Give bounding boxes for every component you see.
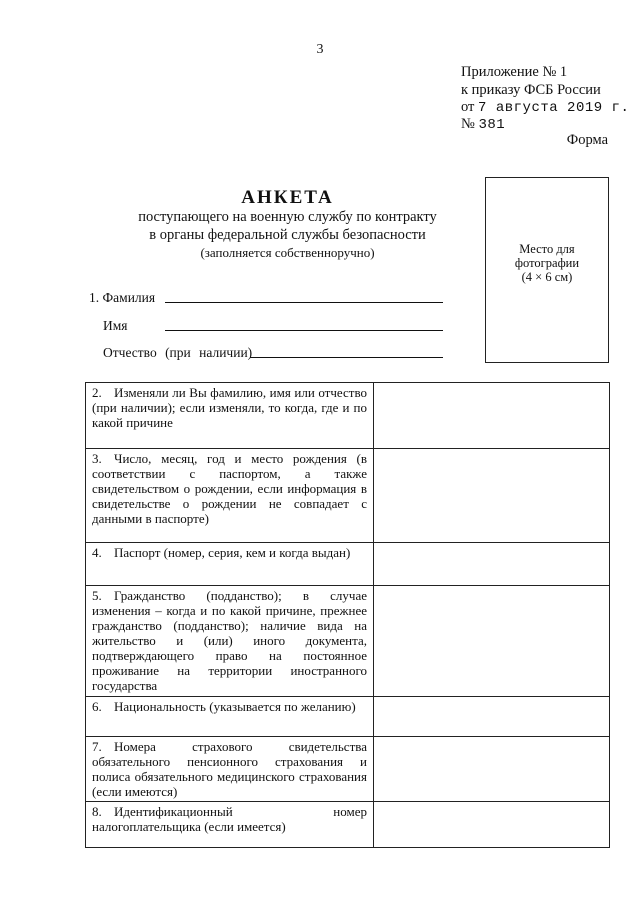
table-row	[86, 697, 610, 737]
number-value: 381	[478, 117, 506, 133]
answer-cell[interactable]	[374, 449, 610, 543]
name-label: Имя	[103, 318, 128, 333]
table-row	[86, 383, 610, 449]
form-label: Форма	[566, 132, 608, 148]
answer-cell[interactable]	[374, 737, 610, 802]
surname-field[interactable]	[165, 301, 443, 303]
question-cell: 7. Номера страхового свидетельства обязательного пенсионного страхования и полиса обязательного медицинского страхования (если имеются)	[86, 737, 374, 802]
patronymic-field[interactable]	[250, 356, 443, 358]
question-cell: 3. Число, месяц, год и место рождения (в соответствии с паспортом, а также свидетельством о рождении, если информация в свидетельстве о рождении не совпадает с данными в паспорте)	[86, 449, 374, 543]
photo-caption-line2: фотографии	[514, 256, 580, 270]
question-cell: 4. Паспорт (номер, серия, кем и когда выдан)	[86, 543, 374, 586]
photo-caption-line3: (4 × 6 см)	[521, 270, 573, 284]
questionnaire-table	[85, 382, 610, 848]
table-row	[86, 802, 610, 848]
form-title: АНКЕТА	[241, 187, 334, 208]
form-note: (заполняется собственноручно)	[200, 245, 375, 260]
photo-placeholder	[485, 177, 609, 363]
surname-label: 1. Фамилия	[89, 290, 156, 305]
page-number: 3	[316, 42, 324, 57]
name-field[interactable]	[165, 329, 443, 331]
date-prefix: от	[461, 99, 475, 115]
table-row	[86, 586, 610, 697]
question-cell: 8. Идентификационный номер налогоплательщика (если имеется)	[86, 802, 374, 848]
photo-caption-line1: Место для	[519, 242, 575, 256]
appendix-line2: к приказу ФСБ России	[461, 82, 601, 98]
appendix-date	[461, 99, 629, 116]
table-row	[86, 449, 610, 543]
answer-cell[interactable]	[374, 543, 610, 586]
question-cell: 5. Гражданство (подданство); в случае изменения – когда и по какой причине, прежнее гражданство (подданство); наличие вида на жительство и (или) иного документа, подтверждающего право на постоянное проживание на территории иностранного государства	[86, 586, 374, 697]
photo-caption	[486, 242, 608, 284]
answer-cell[interactable]	[374, 697, 610, 737]
question-cell: 2. Изменяли ли Вы фамилию, имя или отчество (при наличии); если изменяли, то когда, где и по какой причине	[86, 383, 374, 449]
question-cell: 6. Национальность (указывается по желанию)	[86, 697, 374, 737]
form-subtitle-1: поступающего на военную службу по контракту	[138, 209, 437, 225]
table-row	[86, 543, 610, 586]
answer-cell[interactable]	[374, 586, 610, 697]
number-prefix: №	[461, 116, 475, 132]
appendix-line1: Приложение № 1	[461, 64, 568, 80]
form-subtitle-2: в органы федеральной службы безопасности	[149, 227, 426, 243]
date-value: 7 августа 2019 г.	[478, 100, 630, 116]
answer-cell[interactable]	[374, 802, 610, 848]
patronymic-label: Отчество (при наличии)	[103, 345, 253, 360]
table-row	[86, 737, 610, 802]
answer-cell[interactable]	[374, 383, 610, 449]
appendix-number	[461, 116, 505, 133]
